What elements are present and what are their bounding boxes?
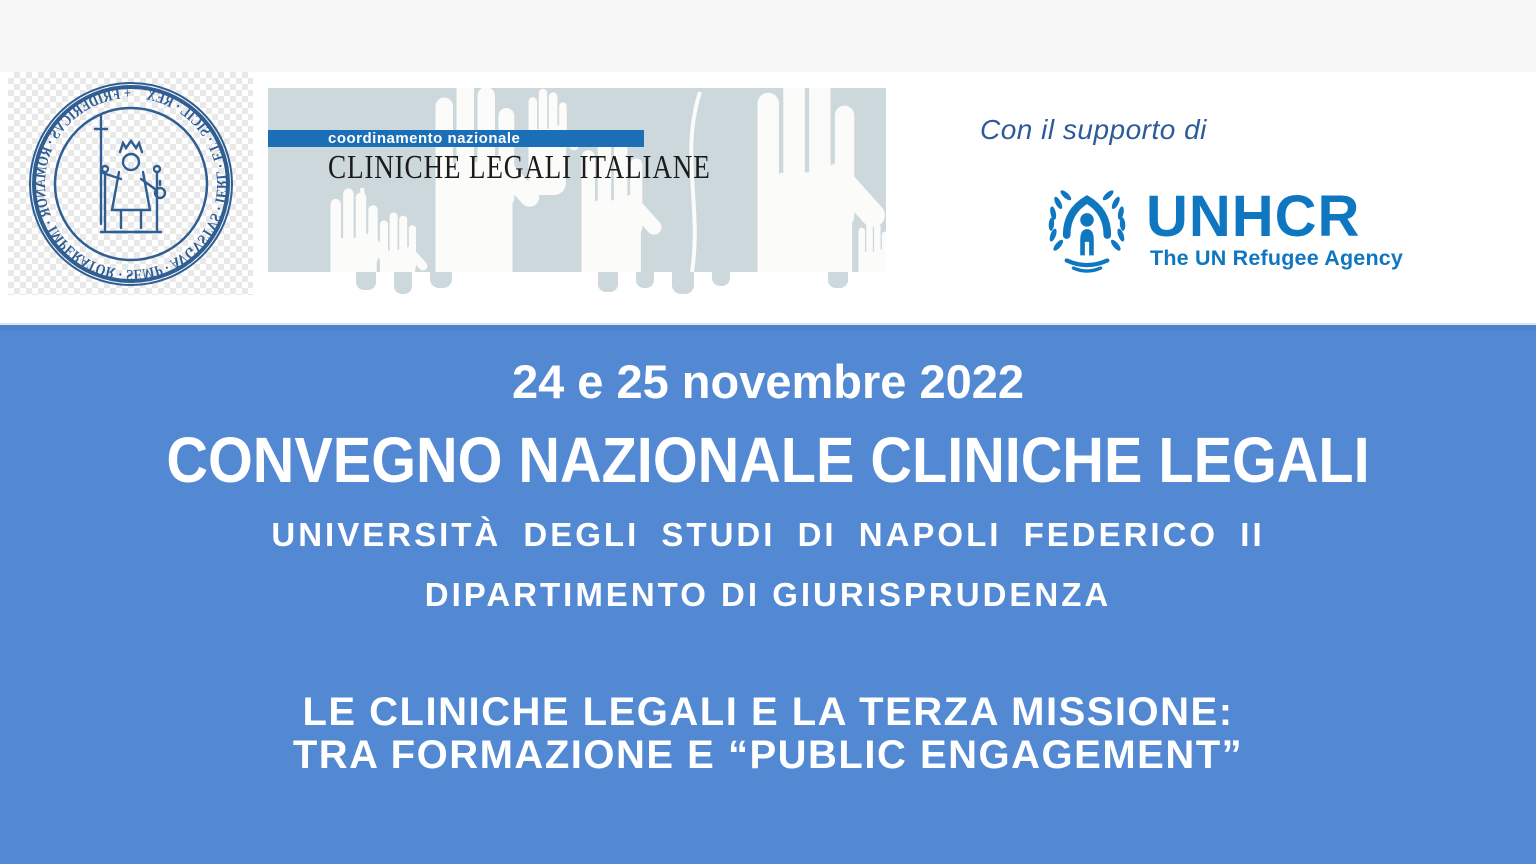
unhcr-tagline: The UN Refugee Agency <box>1150 246 1404 270</box>
coordinamento-label: coordinamento nazionale <box>328 130 521 147</box>
event-title: CONVEGNO NAZIONALE CLINICHE LEGALI <box>166 424 1370 496</box>
university-seal-logo <box>8 72 253 295</box>
clinics-logo-name: CLINICHE LEGALI ITALIANE <box>328 149 711 186</box>
coordinamento-stripe <box>268 130 644 147</box>
unhcr-wordmark: UNHCR <box>1146 184 1361 249</box>
seal-emperor-figure <box>95 116 165 232</box>
hands-artwork-bottom <box>268 272 886 295</box>
theme-line-1: LE CLINICHE LEGALI E LA TERZA MISSIONE: <box>302 690 1234 734</box>
hand-wrists-icon <box>268 272 886 295</box>
university-seal-icon <box>8 72 253 295</box>
event-dates: 24 e 25 novembre 2022 <box>511 355 1025 408</box>
university-line: UNIVERSITÀ DEGLI STUDI DI NAPOLI FEDERICO II <box>271 516 1265 553</box>
unhcr-emblem-icon <box>1036 186 1138 274</box>
clinics-logo <box>268 88 886 295</box>
support-label: Con il supporto di <box>980 114 1207 145</box>
svg-text:+ FRIDERICVS · ROMANOR · IMPER <box>32 85 230 283</box>
department-line: DIPARTIMENTO DI GIURISPRUDENZA <box>424 576 1112 613</box>
event-banner <box>0 323 1536 864</box>
top-strip <box>0 0 1536 72</box>
seal-ring-inscription: + FRIDERICVS · ROMANOR · IMPERATOR · SEMP · AVGVSTVS · IERL · ET · SICIL · REX <box>31 84 231 284</box>
theme-line-2: TRA FORMAZIONE E “PUBLIC ENGAGEMENT” <box>292 733 1244 777</box>
